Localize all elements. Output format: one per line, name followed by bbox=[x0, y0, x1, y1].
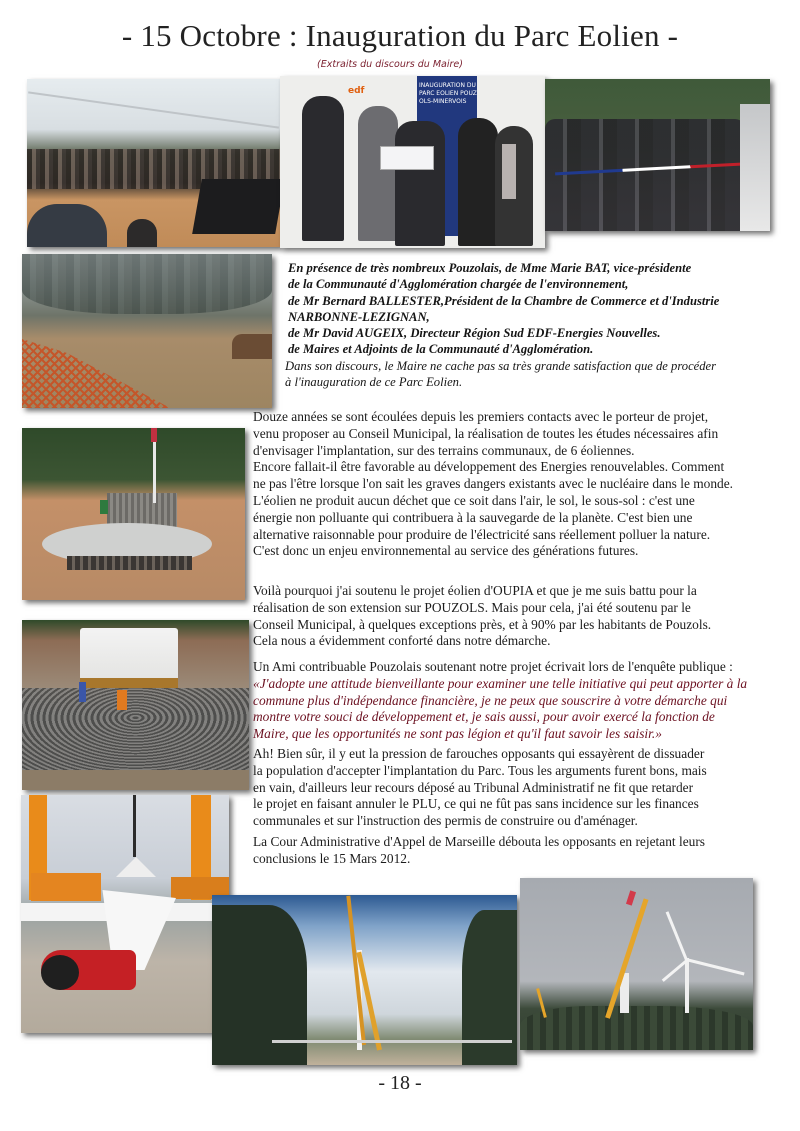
page-number: - 18 - bbox=[378, 1072, 422, 1094]
paragraph-oupia bbox=[253, 583, 711, 650]
text-line: alternative raisonnable pour produire de l'électricité sans réellement polluer la nature. bbox=[253, 526, 711, 542]
orange-strap bbox=[117, 690, 127, 710]
text-line: Cela nous a évidemment conforté dans notre démarche. bbox=[253, 633, 551, 649]
text-line: conclusions le 15 Mars 2012. bbox=[253, 850, 411, 866]
stage-platform bbox=[192, 179, 280, 234]
quote-line: «J'adopte une attitude bienveillante pour examiner une telle initiative qui peut apporter à la bbox=[253, 675, 748, 691]
blade-root-end bbox=[41, 955, 79, 990]
intro-line: de Maires et Adjoints de la Communauté d'Agglomération. bbox=[288, 342, 594, 357]
turbine-blade-right bbox=[686, 958, 745, 975]
text-line: Douze années se sont écoulées depuis les premiers contacts avec le porteur de projet, bbox=[253, 409, 709, 424]
speaker-3 bbox=[395, 121, 445, 246]
page-title: - 15 Octobre : Inauguration du Parc Eolien - bbox=[121, 18, 679, 53]
intro-line: NARBONNE-LEZIGNAN, bbox=[288, 309, 430, 324]
speaker-1 bbox=[302, 96, 344, 241]
text-line: d'envisager l'implantation, sur des terrains communaux, de 6 éoliennes. bbox=[253, 442, 635, 458]
intro-line: de Mr David AUGEIX, Directeur Région Sud EDF-Energies Nouvelles. bbox=[288, 326, 661, 341]
edf-logo: edf bbox=[348, 86, 365, 96]
paragraph-court bbox=[253, 834, 705, 868]
crane-truck-left bbox=[31, 873, 101, 901]
text-line: la population d'accepter l'implantation du Parc. Tous les arguments furent bons, mais bbox=[253, 762, 707, 778]
orange-safety-fence bbox=[22, 339, 172, 408]
misty-trees bbox=[22, 254, 272, 314]
speaker-4 bbox=[458, 118, 498, 246]
text-line: venu proposer au Conseil Municipal, la réalisation de toutes les études nécessaires afin bbox=[253, 425, 719, 441]
text-line: Voilà pourquoi j'ai soutenu le projet éolien d'OUPIA et que je me suis battu pour la bbox=[253, 583, 697, 598]
photo-turbine-and-crane bbox=[520, 878, 753, 1050]
speaker-2 bbox=[358, 106, 398, 241]
photo-tent-crowd bbox=[27, 79, 280, 247]
text-line: Encore fallait-il être favorable au développement des Energies renouvelables. Comment bbox=[253, 459, 725, 475]
text-line: Conseil Municipal, à quelques exceptions près, et à 90% par les habitants de Pouzols. bbox=[253, 616, 712, 632]
intro-line: En présence de très nombreux Pouzolais, de Mme Marie BAT, vice-présidente bbox=[288, 261, 692, 275]
tent-frame-beam bbox=[28, 91, 279, 128]
intro-line: de Mr Bernard BALLESTER,Président de la Chambre de Commerce et d'Industrie bbox=[288, 293, 720, 308]
metal-staircase bbox=[740, 104, 770, 231]
blade-on-ground bbox=[272, 1040, 512, 1043]
photo-tower-base-rebar bbox=[22, 620, 249, 790]
dirt-mound bbox=[232, 334, 272, 359]
photo-foggy-site bbox=[22, 254, 272, 408]
formwork-edge bbox=[67, 556, 192, 570]
group-of-officials bbox=[545, 119, 745, 231]
text-line: L'éolien ne produit aucun déchet que ce soit dans l'air, le sol, le sous-sol : c'est une bbox=[253, 492, 695, 508]
page-subtitle: (Extraits du discours du Maire) bbox=[317, 59, 463, 70]
text-line: énergie non polluante qui contribuera à la sauvegarde de la planète. C'est bien une bbox=[253, 509, 693, 525]
foreground-head bbox=[127, 219, 157, 247]
photo-crane-lifting-tower bbox=[212, 895, 517, 1065]
text-line: réalisation de son extension sur POUZOLS. Mais pour cela, j'ai été soutenu par le bbox=[253, 599, 691, 615]
speech-line: Dans son discours, le Maire ne cache pas sa très grande satisfaction que de procéder bbox=[285, 358, 717, 373]
flag bbox=[151, 428, 157, 442]
turbine-blade-up bbox=[666, 911, 688, 960]
photo-cranes-nacelle bbox=[21, 795, 229, 1033]
hub-cone bbox=[116, 857, 156, 877]
crane-tip-red bbox=[626, 890, 636, 905]
text-line: C'est donc un enjeu environnemental au service des générations futures. bbox=[253, 543, 639, 559]
quote-line: commune plus d'indépendance financière, je ne peux que souscrire à votre démarche qui bbox=[253, 692, 728, 708]
blue-strap bbox=[79, 682, 86, 702]
paragraph-quote bbox=[253, 659, 747, 743]
crane-hook-cable bbox=[133, 795, 136, 857]
text-line: Un Ami contribuable Pouzolais soutenant notre projet écrivait lors de l'enquête publique : bbox=[253, 659, 733, 674]
photo-speakers-podium bbox=[280, 76, 545, 248]
text-line: ne pas l'être lorsque l'on sait les graves dangers existants avec le nucléaire dans le monde. bbox=[253, 476, 734, 492]
tower-base-ring bbox=[80, 678, 178, 688]
text-line: le projet en faisant annuler le PLU, ce qui ne fût pas sans incidence sur les finances bbox=[253, 796, 699, 812]
speech-line: à l'inauguration de ce Parc Eolien. bbox=[285, 375, 463, 390]
text-line: communales et sur l'instruction des permis de construire ou d'aménager. bbox=[253, 813, 638, 829]
ground bbox=[22, 770, 249, 790]
text-line: Ah! Bien sûr, il y eut la pression de farouches opposants qui essayèrent de dissuader bbox=[253, 746, 705, 761]
scarf bbox=[502, 144, 516, 199]
photo-foundation-concrete bbox=[22, 428, 245, 600]
turbine-mast bbox=[685, 958, 689, 1013]
podium-banner-text: INAUGURATION DU PARC EOLIEN POUZOLS-MINERVOIS bbox=[419, 82, 477, 105]
foreground-person bbox=[27, 204, 107, 247]
photo-ribbon-cutting bbox=[545, 79, 770, 231]
paragraph-opponents bbox=[253, 746, 707, 830]
treeline bbox=[520, 1006, 753, 1050]
rebar-grid bbox=[22, 688, 249, 773]
paragraph-twelve-years bbox=[253, 409, 733, 560]
intro-block bbox=[285, 260, 720, 390]
text-line: en vain, d'ailleurs leur recours déposé au Tribunal Administratif ne fit que retarder bbox=[253, 779, 694, 795]
text-line: La Cour Administrative d'Appel de Marseille débouta les opposants en rejetant leurs bbox=[253, 834, 705, 849]
worker bbox=[100, 500, 108, 514]
quote-line: Maire, que les opportunités ne sont pas légion et qu'il faut savoir les saisir.» bbox=[253, 726, 662, 742]
quote-line: montre votre souci de développement et, je sais aussi, pour avoir exercé la fonction de bbox=[253, 709, 715, 725]
intro-line: de la Communauté d'Agglomération chargée de l'environnement, bbox=[288, 277, 629, 292]
podium-sign bbox=[380, 146, 434, 170]
